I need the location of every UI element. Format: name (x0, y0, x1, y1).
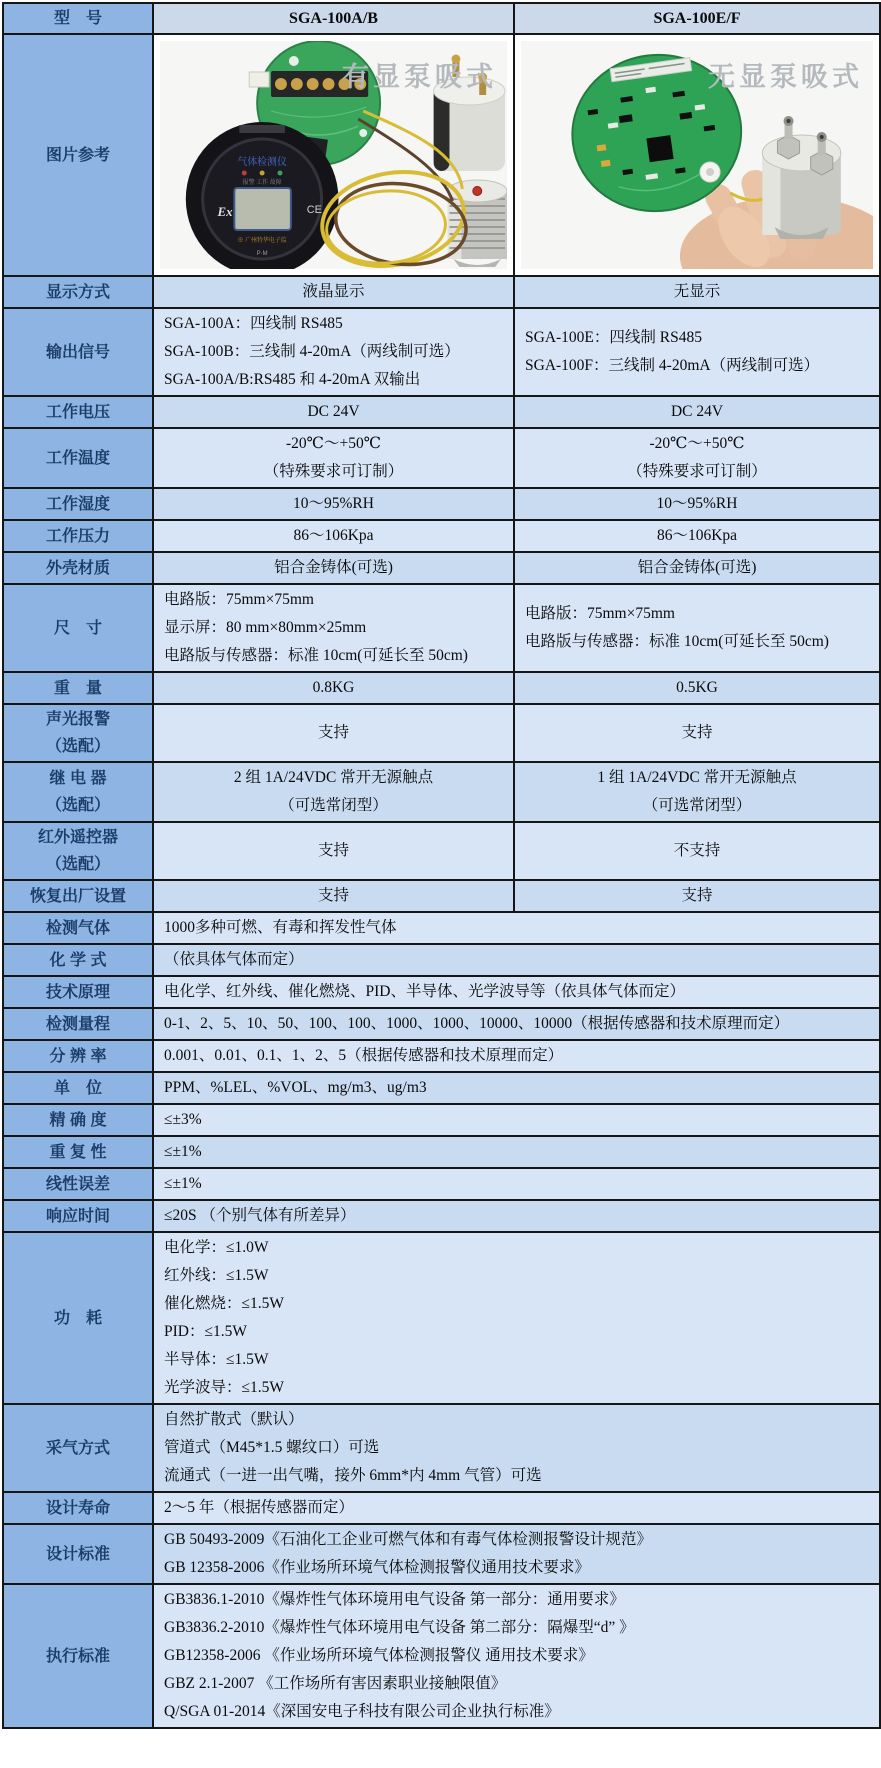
cell-line: 2 组 1A/24VDC 常开无源触点 (233, 769, 434, 786)
cell-text (153, 1492, 880, 1524)
cell-left (153, 552, 514, 584)
spec-row (3, 520, 880, 552)
cell-line: 半导体：≤1.5W (164, 1351, 269, 1368)
cell-left (153, 584, 514, 672)
cell-text (153, 944, 880, 976)
row-label (3, 1492, 153, 1524)
row-label-line: 重 复 性 (49, 1143, 107, 1161)
cell-line: 催化燃烧：≤1.5W (164, 1295, 285, 1312)
spec-row (3, 1492, 880, 1524)
cell-text (153, 1168, 880, 1200)
cell-left (153, 428, 514, 488)
cell-right (514, 428, 880, 488)
spec-row (3, 1040, 880, 1072)
cell-line: 支持 (317, 724, 349, 741)
cell-line: （可选常闭型） (279, 797, 388, 814)
product-spec-table (2, 2, 881, 1729)
cell-line: 电化学：≤1.0W (164, 1239, 269, 1256)
cell-left (153, 822, 514, 880)
cell-right (514, 552, 880, 584)
cell-right (514, 704, 880, 762)
row-label (3, 976, 153, 1008)
cell-left (153, 880, 514, 912)
cell-line: 86～106Kpa (656, 527, 738, 544)
row-label (3, 428, 153, 488)
row-label-line: 尺 寸 (53, 619, 102, 637)
cell-line: ≤±3% (164, 1111, 202, 1128)
cell-line: 光学波导：≤1.5W (164, 1379, 285, 1396)
cell-right (514, 396, 880, 428)
row-label-line: 单 位 (53, 1079, 102, 1097)
row-label (3, 912, 153, 944)
spec-row (3, 1404, 880, 1492)
spec-row (3, 880, 880, 912)
row-label-line: 分 辨 率 (49, 1047, 107, 1065)
cell-right (514, 308, 880, 396)
spec-row (3, 552, 880, 584)
cell-left (153, 396, 514, 428)
cell-line: GB 12358-2006《作业场所环境气体检测报警仪通用技术要求》 (164, 1559, 590, 1576)
row-label-line: 执行标准 (45, 1647, 110, 1665)
gauge-display-unit (186, 122, 339, 269)
cell-line: 铝合金铸体(可选) (637, 559, 757, 576)
cell-line: ≤20S （个别气体有所差异） (164, 1207, 356, 1224)
cell-line: SGA-100F：三线制 4-20mA（两线制可选） (525, 357, 820, 374)
svg-text:报警 工作 故障: 报警 工作 故障 (242, 179, 282, 187)
cell-line: 支持 (317, 887, 349, 904)
cell-line: DC 24V (670, 403, 724, 420)
cell-line: PPM、%LEL、%VOL、mg/m3、ug/m3 (164, 1079, 427, 1096)
cell-line: 流通式（一进一出气嘴，接外 6mm*内 4mm 气管）可选 (164, 1467, 542, 1484)
cell-line: -20℃～+50℃ (285, 435, 382, 452)
spec-row (3, 1232, 880, 1404)
cell-text (153, 912, 880, 944)
spec-row (3, 976, 880, 1008)
cell-line: PID：≤1.5W (164, 1323, 247, 1340)
row-label-line: 设计标准 (45, 1545, 110, 1563)
cell-line: 1000多种可燃、有毒和挥发性气体 (164, 919, 397, 936)
cell-text (153, 1584, 880, 1728)
row-label-line: 工作压力 (45, 527, 110, 545)
cell-line: 0.8KG (312, 679, 355, 696)
row-label (3, 1584, 153, 1728)
row-label (3, 1168, 153, 1200)
cell-right (514, 762, 880, 822)
spec-row (3, 584, 880, 672)
row-label (3, 308, 153, 396)
cell-line: 电化学、红外线、催化燃烧、PID、半导体、光学波导等（依具体气体而定） (164, 983, 685, 1000)
cell-line: 10～95%RH (656, 495, 738, 512)
spec-row (3, 1104, 880, 1136)
row-label (3, 822, 153, 880)
cell-right (514, 276, 880, 308)
header-model-label: 型 号 (3, 3, 153, 34)
cell-right (514, 488, 880, 520)
svg-text:Ex: Ex (217, 203, 233, 220)
spec-row (3, 1136, 880, 1168)
photo-cell-sga100ef (514, 34, 880, 276)
cell-line: SGA-100A/B:RS485 和 4-20mA 双输出 (164, 371, 421, 388)
row-label (3, 704, 153, 762)
cell-line: 电路版与传感器：标准 10cm(可延长至 50cm) (525, 633, 829, 650)
row-label (3, 1008, 153, 1040)
cell-left (153, 308, 514, 396)
row-label (3, 1136, 153, 1168)
cell-left (153, 488, 514, 520)
spec-row (3, 944, 880, 976)
cell-right (514, 520, 880, 552)
row-label-line: 检测量程 (45, 1015, 110, 1033)
cell-right (514, 672, 880, 704)
cell-line: SGA-100E：四线制 RS485 (525, 329, 702, 346)
spec-row (3, 1200, 880, 1232)
row-label (3, 880, 153, 912)
cell-line: SGA-100A：四线制 RS485 (164, 315, 343, 332)
row-label (3, 1200, 153, 1232)
cell-text (153, 1524, 880, 1584)
row-label-line: 响应时间 (45, 1207, 110, 1225)
cell-text (153, 1104, 880, 1136)
row-label (3, 584, 153, 672)
row-label-line: 设计寿命 (45, 1499, 110, 1517)
cell-line: 0-1、2、5、10、50、100、100、1000、1000、10000、10000（根据传感器和技术原理而定） (164, 1015, 790, 1032)
cell-left (153, 520, 514, 552)
cell-line: 电路版与传感器：标准 10cm(可延长至 50cm) (164, 647, 468, 664)
spec-row (3, 308, 880, 396)
cell-line: 1 组 1A/24VDC 常开无源触点 (597, 769, 797, 786)
cell-line: 支持 (681, 724, 713, 741)
svg-text:CE: CE (306, 203, 322, 217)
cell-text (153, 1404, 880, 1492)
cell-line: （可选常闭型） (642, 797, 752, 814)
cell-line: 自然扩散式（默认） (164, 1411, 304, 1428)
spec-row (3, 762, 880, 822)
cell-line: 2～5 年（根据传感器而定） (164, 1499, 354, 1516)
spec-row (3, 1524, 880, 1584)
row-label (3, 1524, 153, 1584)
row-label (3, 672, 153, 704)
cell-left (153, 762, 514, 822)
cell-line: GBZ 2.1-2007 《工作场所有害因素职业接触限值》 (164, 1675, 507, 1692)
cell-line: 支持 (317, 842, 349, 859)
cell-left (153, 276, 514, 308)
cell-left (153, 704, 514, 762)
cell-text (153, 1072, 880, 1104)
row-label-line: 线性误差 (45, 1175, 110, 1193)
header-model-b: SGA-100E/F (514, 3, 880, 34)
cell-line: GB12358-2006 《作业场所环境气体检测报警仪 通用技术要求》 (164, 1647, 594, 1664)
row-label (3, 276, 153, 308)
cell-line: GB3836.1-2010《爆炸性气体环境用电气设备 第一部分：通用要求》 (164, 1591, 625, 1608)
spec-row (3, 912, 880, 944)
header-model-a: SGA-100A/B (153, 3, 514, 34)
row-label (3, 762, 153, 822)
row-label-line: 外壳材质 (45, 559, 110, 577)
row-label-line: 重 量 (53, 679, 102, 697)
spec-row (3, 1584, 880, 1728)
cell-line: 10～95%RH (293, 495, 374, 512)
row-label-line: 输出信号 (45, 343, 110, 361)
row-label-line: 红外遥控器 (37, 829, 118, 846)
row-label-line: （选配） (45, 856, 110, 873)
cell-line: 铝合金铸体(可选) (274, 559, 393, 576)
cell-line: Q/SGA 01-2014《深国安电子科技有限公司企业执行标准》 (164, 1703, 560, 1720)
cell-text (153, 1200, 880, 1232)
cell-text (153, 1232, 880, 1404)
spec-row (3, 822, 880, 880)
row-label-line: 声光报警 (45, 711, 110, 728)
row-label-line: 精 确 度 (49, 1111, 107, 1129)
row-label (3, 944, 153, 976)
spec-row (3, 396, 880, 428)
spec-row (3, 428, 880, 488)
cell-line: 液晶显示 (302, 283, 365, 300)
cell-text (153, 1136, 880, 1168)
svg-text:⊕ 广州特华电子监: ⊕ 广州特华电子监 (237, 237, 287, 245)
cell-line: 电路版：75mm×75mm (164, 591, 314, 608)
cell-line: ≤±1% (164, 1143, 202, 1160)
cell-line: （依具体气体而定） (164, 951, 304, 968)
cell-line: 管道式（M45*1.5 螺纹口）可选 (164, 1439, 380, 1456)
table-header-row (3, 3, 880, 34)
row-label-line: 继 电 器 (49, 770, 107, 787)
cell-line: GB3836.2-2010《爆炸性气体环境用电气设备 第二部分：隔爆型“d” 》 (164, 1619, 635, 1636)
cell-line: -20℃～+50℃ (649, 435, 745, 452)
row-label (3, 1040, 153, 1072)
cell-line: 0.5KG (676, 679, 718, 696)
cell-line: 电路版：75mm×75mm (525, 605, 675, 622)
row-label-line: （选配） (45, 797, 110, 814)
cell-line: GB 50493-2009《石油化工企业可燃气体和有毒气体检测报警设计规范》 (164, 1531, 652, 1548)
cell-line: SGA-100B：三线制 4-20mA（两线制可选） (164, 343, 460, 360)
photo-cell-sga100ab (153, 34, 514, 276)
cell-line: ≤±1% (164, 1175, 202, 1192)
spec-row (3, 488, 880, 520)
cell-line: 不支持 (673, 842, 721, 859)
row-label (3, 552, 153, 584)
watermark-right: 无显泵吸式 (708, 62, 863, 92)
cell-text (153, 1040, 880, 1072)
cell-text (153, 1008, 880, 1040)
row-label (3, 1104, 153, 1136)
watermark-left: 有显泵吸式 (342, 62, 497, 92)
row-label (3, 520, 153, 552)
row-label-line: 化 学 式 (49, 951, 107, 969)
cell-right (514, 584, 880, 672)
row-label-line: 显示方式 (45, 283, 110, 301)
row-label-line: 工作温度 (45, 449, 110, 467)
svg-text:气体检测仪: 气体检测仪 (237, 156, 287, 169)
row-label-line: 功 耗 (53, 1309, 102, 1327)
cell-line: （特殊要求可订制） (263, 463, 404, 480)
cell-line: 86～106Kpa (293, 527, 374, 544)
cell-text (153, 976, 880, 1008)
cell-line: 红外线：≤1.5W (164, 1267, 269, 1284)
svg-text:P·M: P·M (256, 250, 268, 258)
row-label-line: 技术原理 (45, 983, 110, 1001)
row-label-line: 恢复出厂设置 (29, 887, 126, 905)
spec-row (3, 1072, 880, 1104)
row-label-line: 工作湿度 (45, 495, 110, 513)
spec-row (3, 1008, 880, 1040)
row-label (3, 1072, 153, 1104)
spec-row (3, 704, 880, 762)
spec-row (3, 672, 880, 704)
image-reference-row (3, 34, 880, 276)
row-label (3, 1232, 153, 1404)
cell-line: （特殊要求可订制） (627, 463, 767, 480)
row-label-line: 检测气体 (45, 919, 110, 937)
cell-left (153, 672, 514, 704)
row-label-line: （选配） (45, 738, 110, 755)
cell-line: 0.001、0.01、0.1、1、2、5（根据传感器和技术原理而定） (164, 1047, 564, 1064)
row-label-line: 采气方式 (45, 1439, 110, 1457)
row-label (3, 1404, 153, 1492)
cell-line: DC 24V (307, 403, 360, 420)
cell-right (514, 880, 880, 912)
cell-line: 显示屏：80 mm×80mm×25mm (164, 619, 367, 636)
cell-line: 支持 (681, 887, 713, 904)
spec-row (3, 276, 880, 308)
cell-right (514, 822, 880, 880)
row-label (3, 488, 153, 520)
cell-line: 无显示 (673, 283, 721, 300)
spec-row (3, 1168, 880, 1200)
row-label-line: 工作电压 (45, 403, 110, 421)
row-label (3, 396, 153, 428)
image-row-label: 图片参考 (3, 34, 153, 276)
